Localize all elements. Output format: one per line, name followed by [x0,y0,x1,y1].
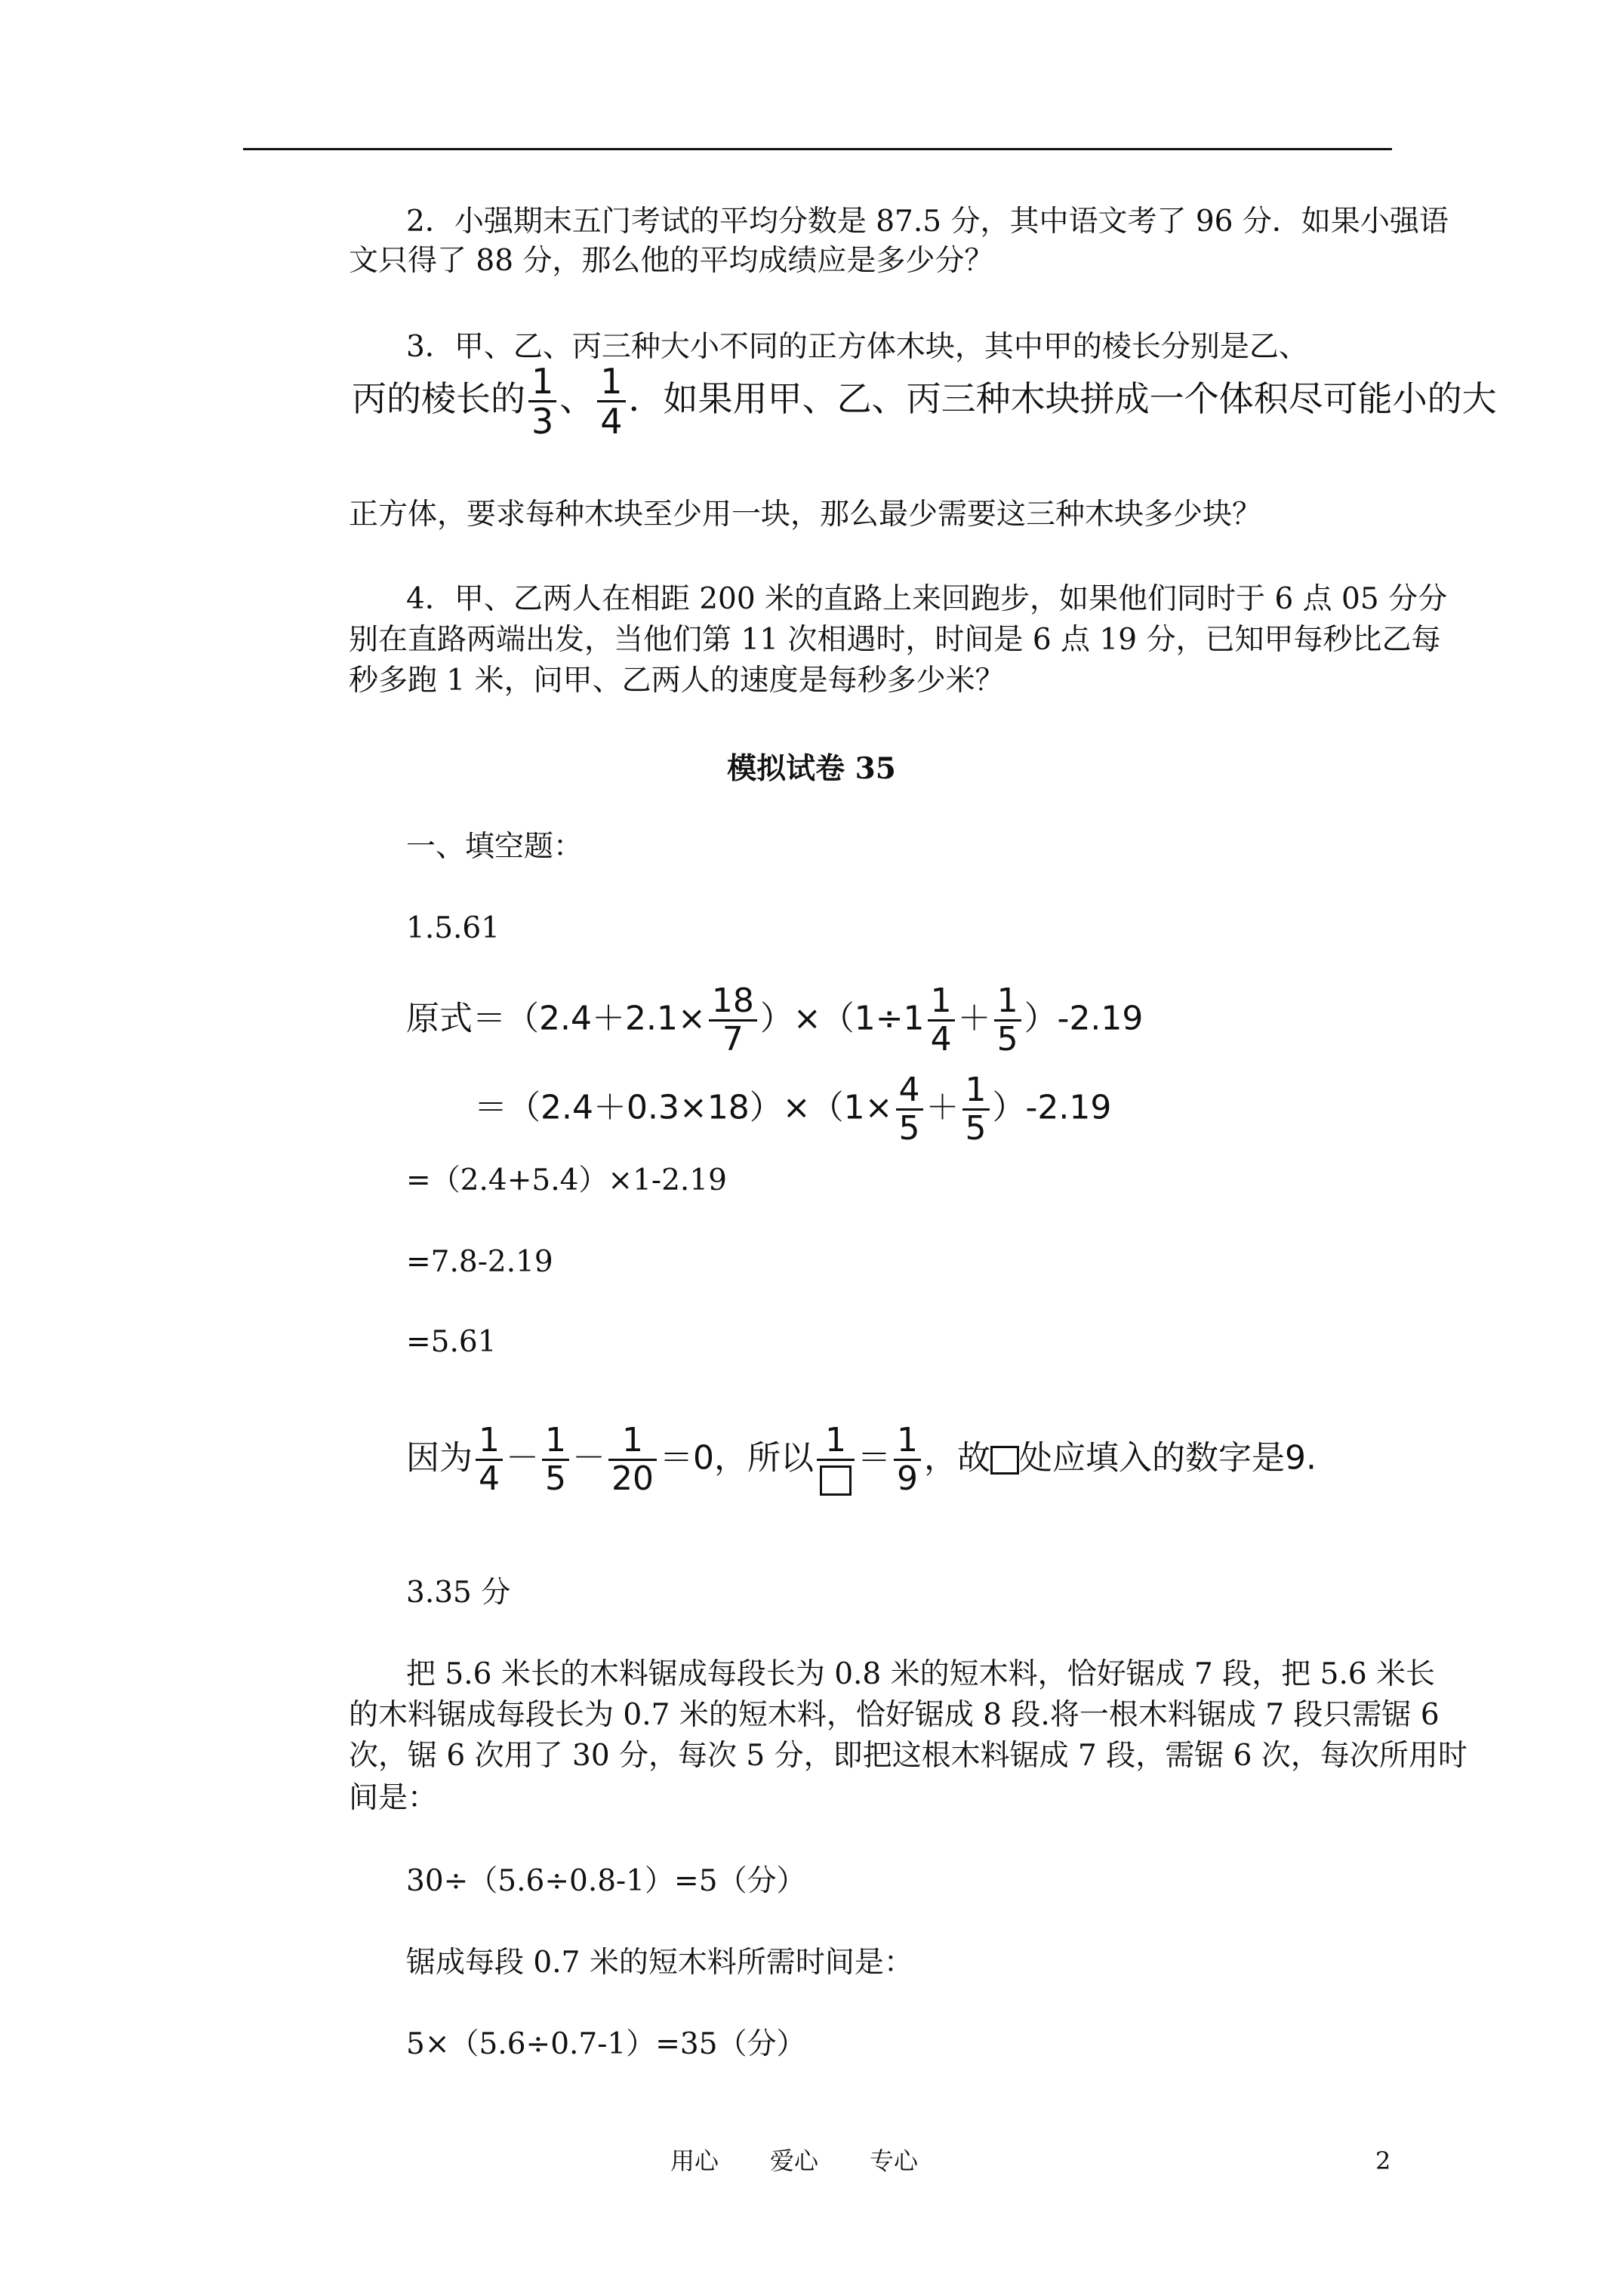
answer-1-step-1: =（2.4+5.4）×1-2.19 [406,1163,727,1197]
problem-4-line-1: 4．甲、乙两人在相距 200 米的直路上来回跑步，如果他们同时于 6 点 05 分分 [406,582,1448,616]
answer-3-text-2: 锯成每段 0.7 米的短木料所需时间是： [406,1946,913,1980]
fraction: $\frac{1}{5}$ [994,983,1021,1058]
formula-text: 、 [559,378,595,419]
fraction-blank-denominator: 1 [817,1422,855,1497]
footer-word-1: 用心 [670,2147,719,2175]
answer-3-para-line-3: 次，锯 6 次用了 30 分，每次 5 分，即把这根木料锯成 7 段，需锯 6 次，每次所用时 [349,1739,1467,1773]
formula-text: 丙的棱长的 [352,378,525,419]
page-number: 2 [1375,2147,1391,2175]
problem-2-line-1: 2．小强期末五门考试的平均分数是 87.5 分，其中语文考了 96 分．如果小强语 [406,205,1449,239]
fraction: $\frac{1}{4}$ [928,983,955,1058]
fraction: $\frac{4}{5}$ [896,1072,923,1147]
answer-1-equation-1: 原式＝（2.4＋2.1× $\frac{18}{7}$ ）×（1÷1 $\frac{1}{4}$ ＋ $\frac{1}{5}$ ）-2.19 [406,982,1144,1059]
problem-4-line-2: 别在直路两端出发，当他们第 11 次相遇时，时间是 6 点 19 分，已知甲每秒比乙每 [349,623,1441,657]
answer-3-calc-1: 30÷（5.6÷0.8-1）=5（分） [406,1864,806,1898]
formula-text: ．如果用甲、乙、丙三种木块拼成一个体积尽可能小的大 [628,378,1497,419]
answer-2-equation: 因为 $\frac{1}{4}$ － $\frac{1}{5}$ － $\frac{1}{20}$ ＝0，所以 1 ＝ $\frac{1}{9}$ ，故 处应填入的数字是9. [406,1421,1317,1498]
problem-4-line-3: 秒多跑 1 米，问甲、乙两人的速度是每秒多少米？ [349,664,1005,698]
fraction: $\frac{1}{20}$ [608,1422,657,1497]
answer-1-step-3: =5.61 [406,1325,497,1359]
problem-3-line-1: 3．甲、乙、丙三种大小不同的正方体木块，其中甲的棱长分别是乙、 [406,330,1308,364]
fraction-one-third: $\frac{1}{3}$ [528,362,556,440]
fraction: $\frac{1}{4}$ [476,1422,503,1497]
answer-3-para-line-2: 的木料锯成每段长为 0.7 米的短木料，恰好锯成 8 段.将一根木料锯成 7 段只需锯 6 [349,1698,1440,1732]
header-rule [243,148,1392,150]
footer-word-2: 爱心 [770,2147,819,2175]
answer-1-equation-2: ＝（2.4＋0.3×18）×（1× $\frac{4}{5}$ ＋ $\frac{1}{5}$ ）-2.19 [474,1071,1112,1148]
fraction: $\frac{1}{5}$ [542,1422,569,1497]
answer-3-calc-2: 5×（5.6÷0.7-1）=35（分） [406,2027,806,2061]
exam-title: 模拟试卷 35 [727,751,896,786]
answer-3-label: 3.35 分 [406,1576,511,1610]
problem-3-line-3: 正方体，要求每种木块至少用一块，那么最少需要这三种木块多少块？ [349,498,1262,532]
fraction-one-fourth: $\frac{1}{4}$ [597,362,625,440]
fraction: $\frac{18}{7}$ [709,983,757,1058]
answer-1-label: 1.5.61 [406,911,500,945]
section-heading: 一、填空题： [406,830,584,864]
blank-box [820,1465,852,1496]
footer-word-3: 专心 [870,2147,919,2175]
fraction: $\frac{1}{5}$ [962,1072,990,1147]
answer-3-para-line-1: 把 5.6 米长的木料锯成每段长为 0.8 米的短木料，恰好锯成 7 段，把 5.6 米长 [406,1657,1436,1691]
answer-3-para-line-4: 间是： [349,1781,438,1815]
answer-1-step-2: =7.8-2.19 [406,1245,553,1279]
blank-box [990,1446,1019,1475]
problem-3-formula-line [352,362,1497,440]
fraction: $\frac{1}{9}$ [894,1422,921,1497]
problem-2-line-2: 文只得了 88 分，那么他的平均成绩应是多少分？ [349,244,994,278]
